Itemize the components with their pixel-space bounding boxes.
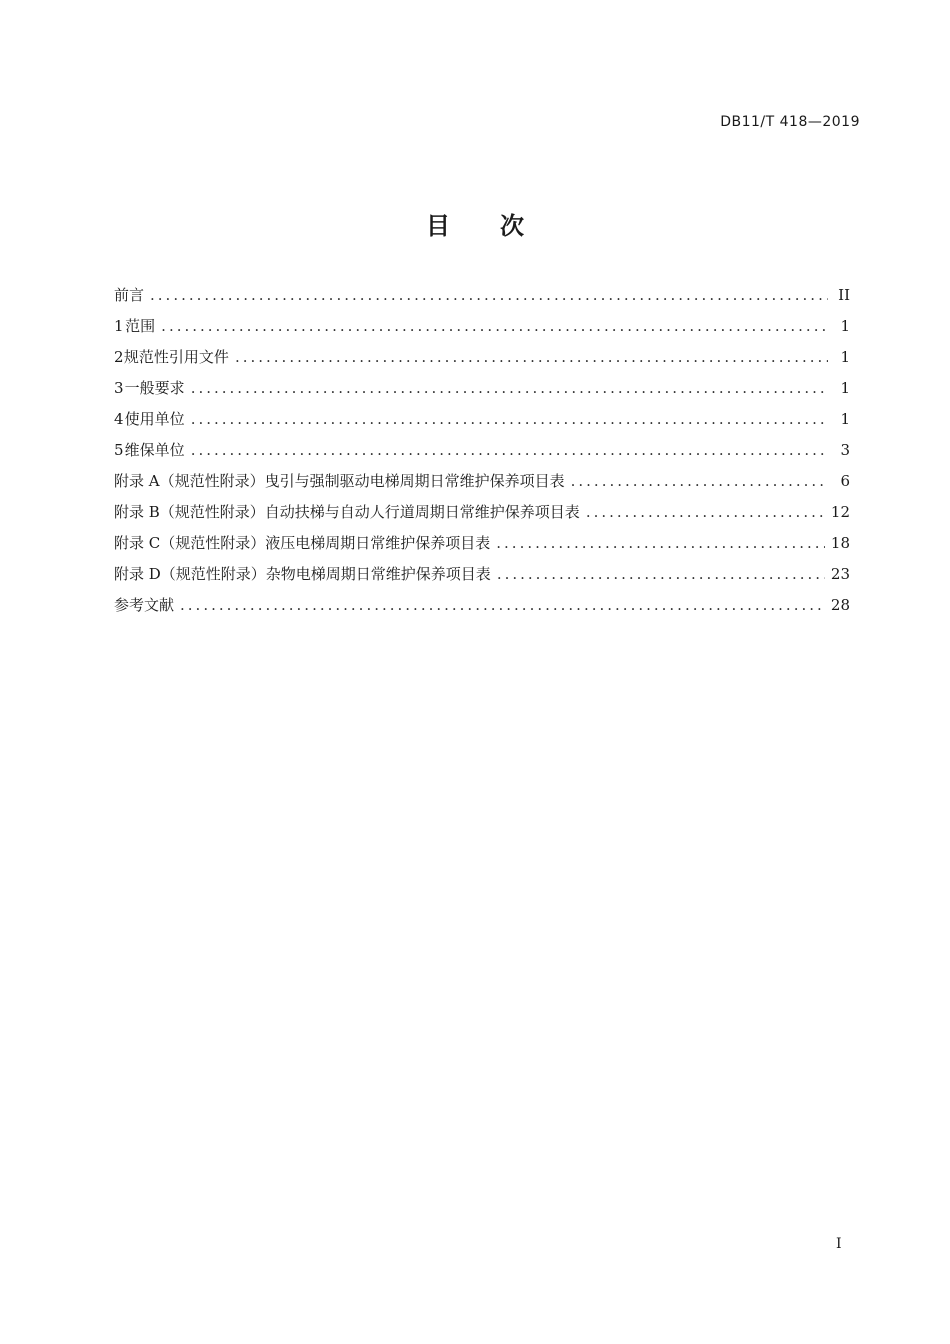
toc-entry-prefix: 附录 A（规范性附录） bbox=[114, 472, 265, 490]
toc-entry-appendix-c[interactable] bbox=[114, 532, 850, 563]
toc-entry-prefix: 附录 B（规范性附录） bbox=[114, 503, 265, 521]
toc-entry-number: 1 bbox=[114, 317, 124, 335]
toc-entry-page: 1 bbox=[840, 317, 850, 335]
title-char-1: 目 bbox=[426, 212, 450, 240]
toc-entry-normative-references[interactable] bbox=[114, 346, 850, 377]
toc-leader-dots bbox=[235, 348, 828, 366]
toc-entry-maintenance-unit[interactable] bbox=[114, 439, 850, 470]
toc-entry-appendix-d[interactable] bbox=[114, 563, 850, 594]
toc-leader-dots bbox=[586, 503, 825, 521]
toc-leader-dots bbox=[571, 472, 828, 490]
toc-entry-label: 维保单位 bbox=[124, 441, 185, 459]
toc-entry-general-requirements[interactable] bbox=[114, 377, 850, 408]
title-char-2: 次 bbox=[500, 212, 524, 240]
toc-entry-label: 一般要求 bbox=[124, 379, 185, 397]
toc-entry-page: 18 bbox=[830, 534, 850, 552]
toc-entry-label: 曳引与强制驱动电梯周期日常维护保养项目表 bbox=[264, 472, 565, 490]
toc-entry-page: 1 bbox=[840, 410, 850, 428]
toc-entry-label: 规范性引用文件 bbox=[123, 348, 229, 366]
toc-entry-number: 4 bbox=[114, 410, 124, 428]
toc-entry-label: 范围 bbox=[125, 317, 156, 335]
toc-entry-label: 前言 bbox=[114, 286, 145, 304]
page-title bbox=[0, 206, 950, 241]
toc-entry-appendix-b[interactable] bbox=[114, 501, 850, 532]
toc-entry-label: 参考文献 bbox=[114, 596, 175, 614]
toc-entry-user-unit[interactable] bbox=[114, 408, 850, 439]
toc-leader-dots bbox=[191, 410, 828, 428]
document-code: DB11/T 418—2019 bbox=[720, 114, 860, 130]
toc-entry-number: 2 bbox=[114, 348, 124, 366]
toc-entry-label: 液压电梯周期日常维护保养项目表 bbox=[265, 534, 491, 552]
toc-entry-bibliography[interactable] bbox=[114, 594, 850, 625]
toc-leader-dots bbox=[161, 317, 828, 335]
toc-entry-foreword[interactable] bbox=[114, 284, 850, 315]
toc-leader-dots bbox=[150, 286, 828, 304]
page-number: I bbox=[836, 1236, 842, 1252]
toc-entry-page: 3 bbox=[840, 441, 850, 459]
toc-leader-dots bbox=[191, 441, 828, 459]
toc-entry-number: 5 bbox=[114, 441, 124, 459]
toc-entry-page: 12 bbox=[830, 503, 850, 521]
toc-entry-page: 28 bbox=[830, 596, 850, 614]
toc-entry-label: 使用单位 bbox=[124, 410, 185, 428]
toc-entry-number: 3 bbox=[114, 379, 124, 397]
toc-entry-page: 23 bbox=[830, 565, 850, 583]
toc-entry-page: 1 bbox=[840, 348, 850, 366]
toc-leader-dots bbox=[191, 379, 828, 397]
toc-entry-scope[interactable] bbox=[114, 315, 850, 346]
toc-entry-label: 自动扶梯与自动人行道周期日常维护保养项目表 bbox=[264, 503, 580, 521]
toc-leader-dots bbox=[497, 565, 825, 583]
toc-entry-page: II bbox=[838, 286, 850, 304]
toc-entry-prefix: 附录 D（规范性附录） bbox=[114, 565, 266, 583]
toc-leader-dots bbox=[496, 534, 825, 552]
table-of-contents bbox=[114, 284, 850, 625]
toc-leader-dots bbox=[180, 596, 825, 614]
toc-entry-page: 1 bbox=[840, 379, 850, 397]
toc-entry-appendix-a[interactable] bbox=[114, 470, 850, 501]
toc-entry-page: 6 bbox=[840, 472, 850, 490]
toc-entry-prefix: 附录 C（规范性附录） bbox=[114, 534, 266, 552]
toc-entry-label: 杂物电梯周期日常维护保养项目表 bbox=[265, 565, 491, 583]
